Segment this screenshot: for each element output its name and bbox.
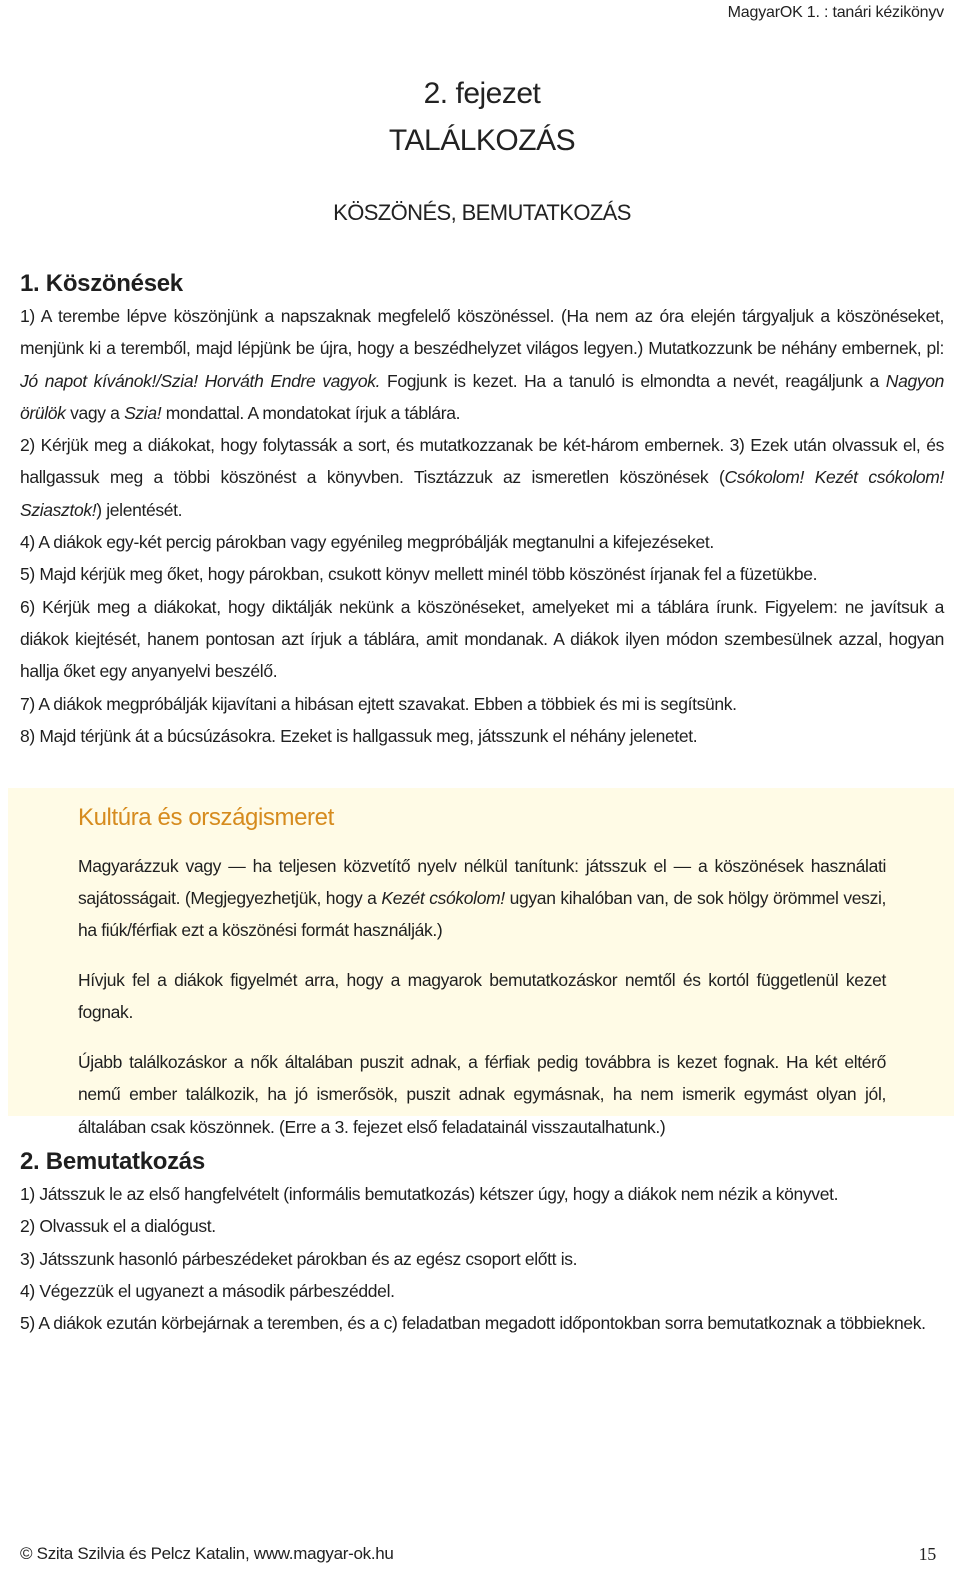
- list-item: 1) Játsszuk le az első hangfelvételt (informális bemutatkozás) kétszer úgy, hogy a diákok nem nézik a könyvet.: [20, 1184, 839, 1204]
- list-item: 3) Játsszunk hasonló párbeszédeket párokban és az egész csoport előtt is.: [20, 1248, 578, 1269]
- example-greeting: Jó napot kívánok!/Szia! Horváth Endre vagyok.: [20, 370, 381, 391]
- running-header: MagyarOK 1. : tanári kézikönyv: [727, 4, 944, 21]
- paragraph-6: 6) Kérjük meg a diákokat, hogy diktálják nekünk a köszönéseket, amelyeket mi a táblára írunk. Figyelem: ne javítsuk a diákok kiejtését, hanem pontosan azt írjuk a táblára, amit mondanak. A diákok ilyen módon szembesülnek azzal, hogyan hallja őket egy anyanyelvi beszélő.: [20, 596, 944, 682]
- chapter-heading: [0, 70, 960, 164]
- chapter-number: 2. fejezet: [423, 77, 541, 110]
- section-introduction: [20, 1148, 944, 1339]
- paragraph-4: 4) A diákok egy-két percig párokban vagy egyénileg megpróbálják megtanulni a kifejezéseket.: [20, 532, 714, 553]
- culture-box-body: [78, 850, 886, 1143]
- list-item: 2) Olvassuk el a dialógust.: [20, 1216, 216, 1237]
- culture-paragraph-2: Hívjuk fel a diákok figyelmét arra, hogy a magyarok bemutatkozáskor nemtől és kortól függetlenül kezet fognak.: [78, 969, 886, 1023]
- culture-paragraph-3: Újabb találkozáskor a nők általában puszit adnak, a férfiak pedig továbbra is kezet fognak. Ha két eltérő nemű ember találkozik, ha jó ismerősök, puszit adnak egymásnak, ha nem ismerik egymást olyan jól, általában csak köszönnek. (Erre a 3. fejezet első feladatainál visszautalhatunk.): [78, 1051, 886, 1137]
- example-response-2: Szia!: [124, 402, 162, 423]
- unknown-greetings: Csókolom! Kezét csókolom! Sziasztok!: [20, 467, 944, 520]
- greeting-form: Kezét csókolom!: [381, 887, 505, 908]
- section-body: [20, 300, 944, 752]
- section-heading: 1. Köszönések: [20, 270, 183, 297]
- paragraph-5: 5) Majd kérjük meg őket, hogy párokban, csukott könyv mellett minél több köszönést írjanak fel a füzetükbe.: [20, 564, 818, 585]
- chapter-title: TALÁLKOZÁS: [388, 124, 576, 157]
- paragraph-2: 2) Kérjük meg a diákokat, hogy folytassák a sort, és mutatkozzanak be két-három embernek. 3) Ezek után olvassuk el, és hallgassuk meg a többi köszönést a könyvben. Tisztázzuk az ismeretlen köszönések (Csókolom! Kezét csókolom! Sziasztok!) jelentését.: [20, 435, 944, 520]
- paragraph-7: 7) A diákok megpróbálják kijavítani a hibásan ejtett szavakat. Ebben a többiek és mi is segítsünk.: [20, 693, 737, 714]
- culture-box: [8, 788, 954, 1137]
- paragraph-8: 8) Majd térjünk át a búcsúzásokra. Ezeket is hallgassuk meg, játsszunk el néhány jelenetet.: [20, 725, 698, 746]
- copyright: © Szita Szilvia és Pelcz Katalin, www.magyar-ok.hu: [20, 1544, 394, 1563]
- paragraph-1: 1) A terembe lépve köszönjünk a napszaknak megfelelő köszönéssel. (Ha nem az óra elején tárgyaljuk a köszönéseket, menjünk ki a teremből, majd lépjünk be újra, hogy a beszédhelyzet világos legyen.) Mutatkozzunk be néhány embernek, pl: Jó napot kívánok!/Szia! Horváth Endre vagyok. Fogjunk is kezet. Ha a tanuló is elmondta a nevét, reagáljunk a Nagyon örülök vagy a Szia! mondattal. A mondatokat írjuk a táblára.: [20, 306, 944, 423]
- section-heading: 2. Bemutatkozás: [20, 1148, 205, 1175]
- chapter-subtitle: KÖSZÖNÉS, BEMUTATKOZÁS: [333, 200, 631, 225]
- section-greetings: [20, 270, 944, 752]
- culture-paragraph-1: Magyarázzuk vagy — ha teljesen közvetítő nyelv nélkül tanítunk: játsszuk el — a köszönések használati sajátosságait. (Megjegyezhetjük, hogy a Kezét csókolom! ugyan kihalóban van, de sok hölgy örömmel veszi, ha fiúk/férfiak ezt a köszönési formát használják.): [78, 855, 887, 941]
- list-item: 5) A diákok ezután körbejárnak a teremben, és a c) feladatban megadott időpontokban sorra bemutatkoznak a többieknek.: [20, 1313, 926, 1334]
- culture-box-title: Kultúra és országismeret: [78, 804, 334, 831]
- page-footer: [20, 1544, 936, 1564]
- list-item: 4) Végezzük el ugyanezt a második párbeszéddel.: [20, 1280, 395, 1301]
- example-response: Nagyon örülök: [20, 370, 944, 423]
- section-body: [20, 1178, 944, 1339]
- page-number: 15: [918, 1544, 936, 1564]
